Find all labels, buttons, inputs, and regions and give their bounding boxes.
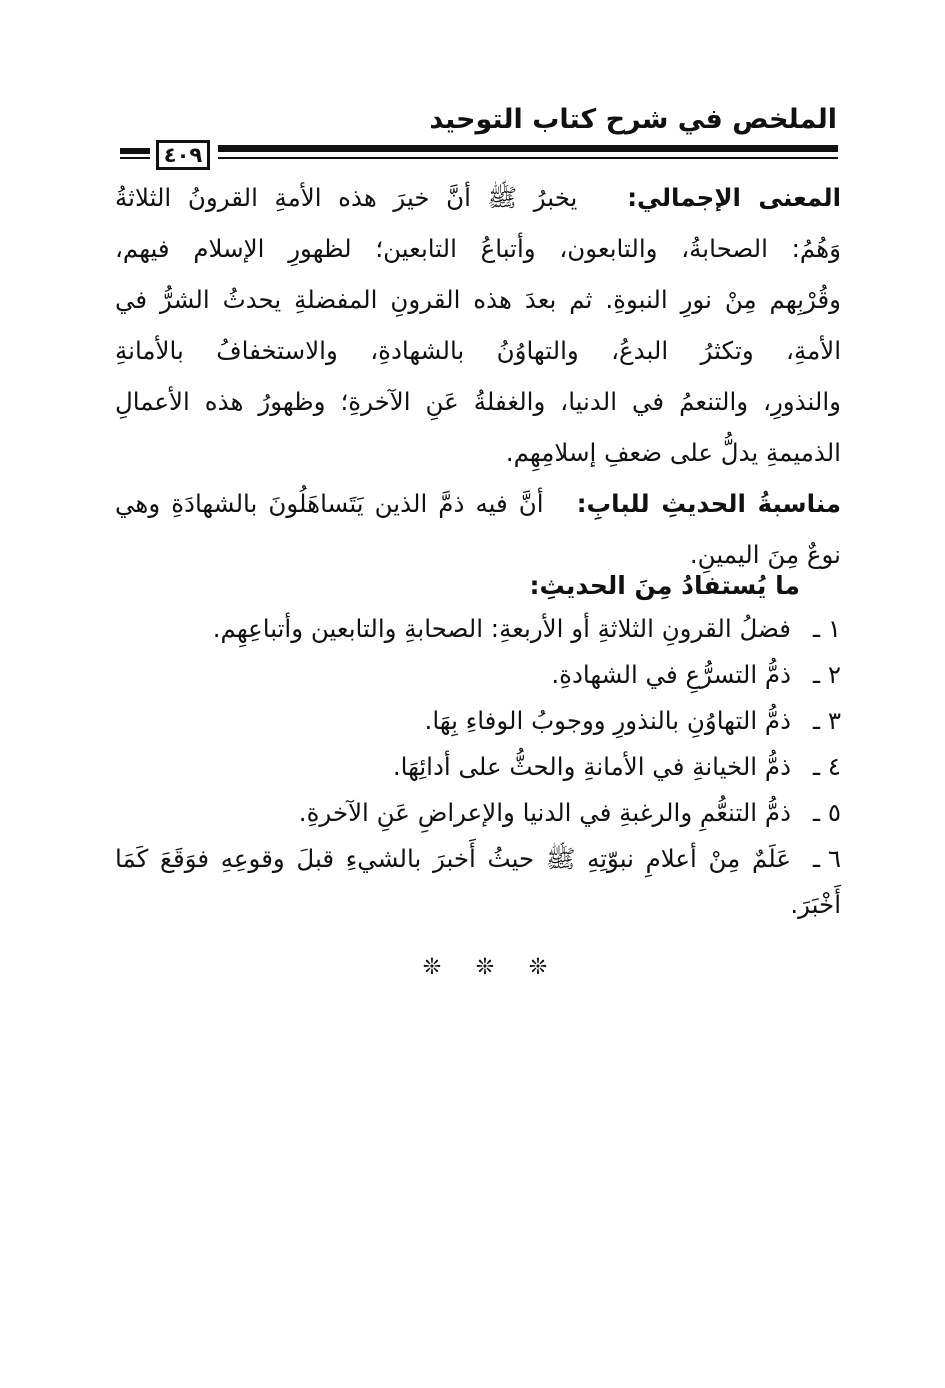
section-separator (420, 955, 550, 980)
line-text: وقُرْبِهم مِنْ نورِ النبوةِ. ثم بعدَ هذه القرونِ المفضلةِ يحدثُ الشرُّ في (115, 285, 841, 314)
page-number: ٤٠٩ (156, 140, 210, 170)
item-text: عَلَمٌ مِنْ أعلامِ نبوّتِهِ ﷺ حيثُ أَخبرَ بالشيءِ قبلَ وقوعِهِ فوَقَعَ كَمَا (115, 844, 791, 873)
header-rule-left-thick (120, 148, 150, 154)
list-item-continuation: أَخْبَرَ. (790, 890, 841, 919)
text-line (115, 376, 841, 427)
item-number: ٦ ـ (812, 844, 841, 873)
item-text: ذمُّ التسرُّعِ في الشهادةِ. (551, 660, 791, 689)
benefits-list (115, 606, 841, 928)
section-heading-overall-meaning: المعنى الإجمالي: (627, 183, 841, 212)
text-line (115, 223, 841, 274)
asterism-icon: ❊ (528, 955, 548, 980)
header-rule-thick (218, 145, 838, 152)
line-text: وَهُمُ: الصحابةُ، والتابعون، وأتباعُ التابعين؛ لظهورِ الإسلام فيهم، (115, 234, 841, 263)
item-text: ذمُّ التهاوُنِ بالنذورِ ووجوبُ الوفاءِ بِهَا. (424, 706, 791, 735)
list-item (115, 652, 841, 698)
benefits-heading: ما يُستفادُ مِنَ الحديثِ: (529, 571, 800, 600)
item-number: ٤ ـ (812, 752, 841, 781)
body-text (115, 172, 841, 580)
item-text: فضلُ القرونِ الثلاثةِ أو الأربعةِ: الصحابةِ والتابعين وأتباعِهِم. (212, 614, 791, 643)
list-item (115, 836, 841, 882)
list-item (115, 744, 841, 790)
item-text: ذمُّ الخيانةِ في الأمانةِ والحثُّ على أدائِهَا. (392, 752, 791, 781)
text-line (115, 325, 841, 376)
line-text: يخبرُ ﷺ أنَّ خيرَ هذه الأمةِ القرونُ الثلاثةُ (115, 183, 578, 212)
item-number: ٣ ـ (812, 706, 841, 735)
list-item (115, 790, 841, 836)
text-line (115, 274, 841, 325)
line-text: أنَّ فيه ذمَّ الذين يَتَساهَلُونَ بالشهادَةِ وهي (115, 489, 544, 518)
text-line (115, 172, 841, 223)
line-text: والنذورِ، والتنعمُ في الدنيا، والغفلةُ عَنِ الآخرةِ؛ وظهورُ هذه الأعمالِ (115, 387, 841, 416)
asterism-icon: ❊ (475, 955, 495, 980)
text-line (115, 427, 841, 478)
text-line (115, 478, 841, 529)
line-text: الأمةِ، وتكثرُ البدعُ، والتهاوُنُ بالشهادةِ، والاستخفافُ بالأمانةِ (115, 336, 841, 365)
line-text: نوعٌ مِنَ اليمينِ. (689, 540, 841, 569)
section-heading-relevance: مناسبةُ الحديثِ للبابِ: (576, 489, 841, 518)
item-number: ١ ـ (812, 614, 841, 643)
header-rule-left-thin (120, 157, 150, 159)
list-item (115, 698, 841, 744)
running-header-title: الملخص في شرح كتاب التوحيد (429, 104, 837, 135)
line-text: الذميمةِ يدلُّ على ضعفِ إسلامِهِم. (505, 438, 841, 467)
header-rule-thin (218, 157, 838, 159)
item-number: ٢ ـ (812, 660, 841, 689)
item-number: ٥ ـ (812, 798, 841, 827)
asterism-icon: ❊ (422, 955, 442, 980)
item-text: ذمُّ التنعُّمِ والرغبةِ في الدنيا والإعراضِ عَنِ الآخرةِ. (298, 798, 791, 827)
list-item (115, 606, 841, 652)
